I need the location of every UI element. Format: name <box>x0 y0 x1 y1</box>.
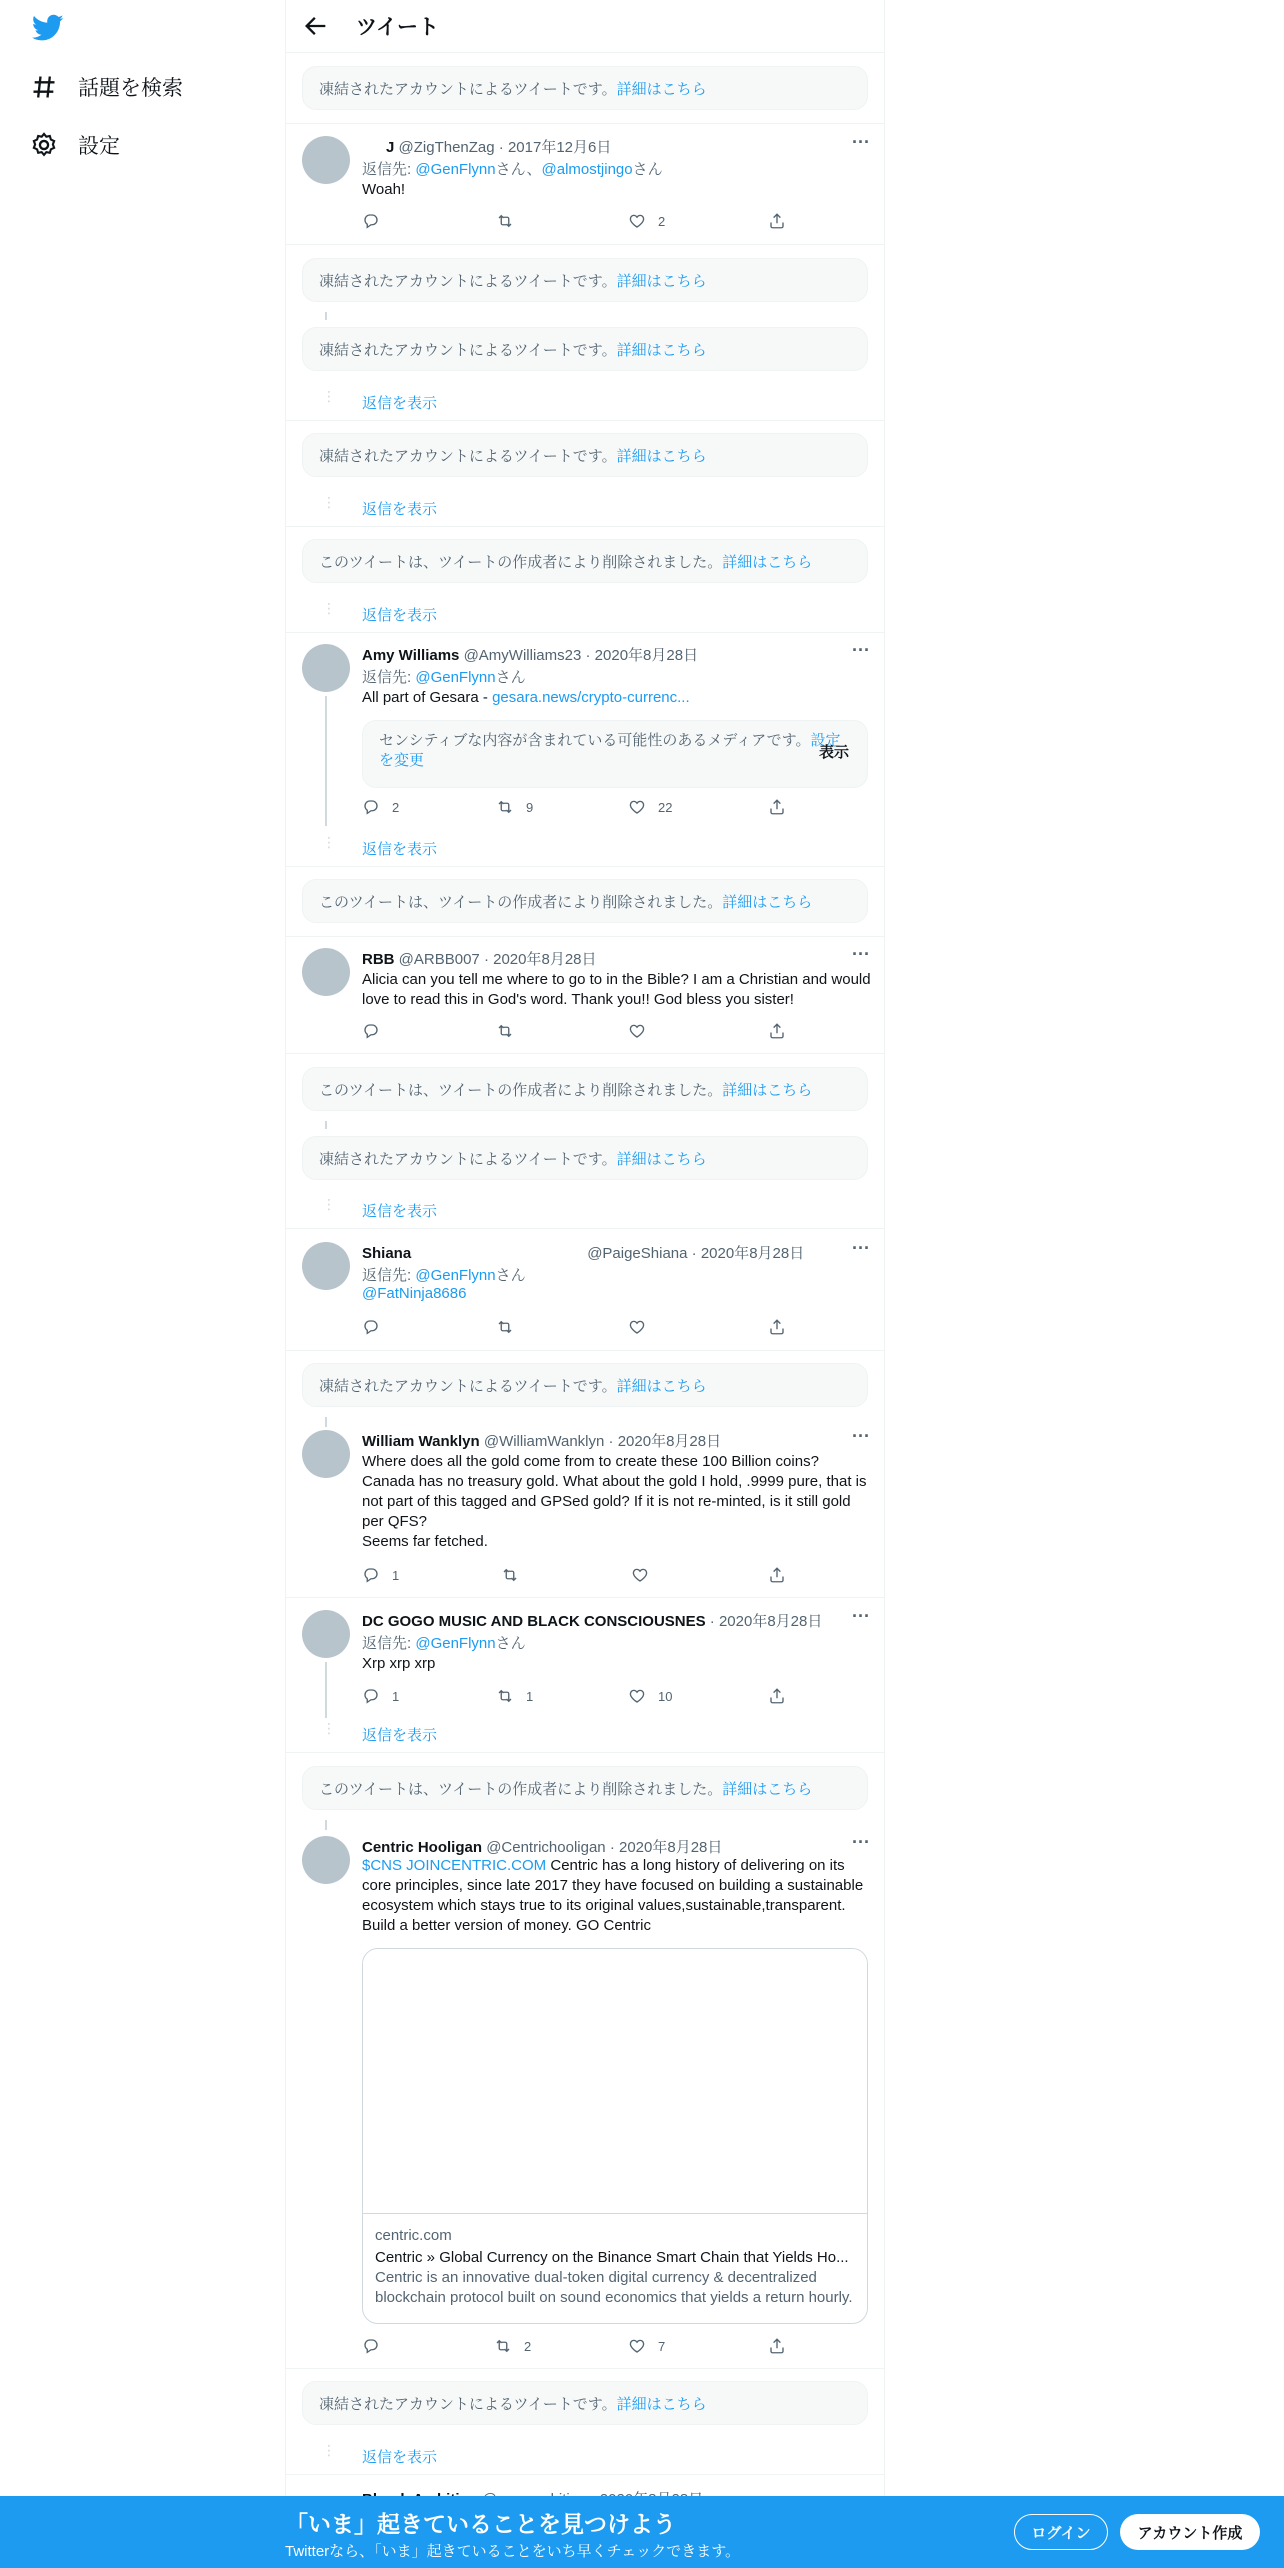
card-title: Centric » Global Currency on the Binance Smart Chain that Yields Ho... <box>375 2249 849 2266</box>
suspended-notice: 凍結されたアカウントによるツイートです。 詳細はこちら <box>302 433 868 477</box>
tweet-text: All part of Gesara - gesara.news/crypto-currenc... <box>362 689 690 706</box>
avatar[interactable] <box>302 1242 350 1290</box>
share-icon <box>768 798 786 816</box>
reply-button[interactable] <box>362 1022 392 1040</box>
thread-line <box>325 1417 327 1427</box>
retweet-icon <box>496 798 514 816</box>
mention-link[interactable]: @GenFlynn <box>415 669 496 686</box>
thread-dots: ⋮ <box>322 1720 336 1736</box>
thread-line <box>325 312 327 320</box>
suspended-notice: 凍結されたアカウントによるツイートです。 詳細はこちら <box>302 2381 868 2425</box>
suspended-notice: 凍結されたアカウントによるツイートです。 詳細はこちら <box>302 1363 868 1407</box>
like-count: 2 <box>658 213 666 229</box>
author-name[interactable]: Centric Hooligan <box>362 1839 483 1856</box>
reply-to-line: 返信先: @GenFlynnさん <box>362 1635 526 1652</box>
change-settings-link[interactable]: 設定を変更 <box>379 732 841 769</box>
like-button[interactable] <box>628 1318 658 1336</box>
reply-button[interactable]: 1 <box>362 1566 399 1584</box>
divider <box>286 1228 885 1229</box>
tweet-text: Woah! <box>362 181 406 198</box>
retweet-button[interactable]: 1 <box>496 1687 533 1705</box>
share-icon <box>768 1318 786 1336</box>
notice-text: 凍結されたアカウントによるツイートです。 <box>319 80 617 98</box>
divider <box>286 866 885 867</box>
learn-more-link[interactable]: 詳細はこちら <box>722 893 813 911</box>
sensitive-media-notice: センシティブな内容が含まれている可能性のあるメディアです。設定を変更 表示 <box>362 720 868 788</box>
page-title: ツイート <box>356 16 439 39</box>
tweet-text: Seems far fetched. <box>362 1533 488 1550</box>
like-button[interactable] <box>628 212 665 230</box>
thread-line <box>325 1820 327 1830</box>
like-button[interactable]: 22 <box>628 798 672 816</box>
tweet-header: J @ZigThenZag · 2017年12月6日 <box>386 139 612 156</box>
reply-button[interactable]: 2 <box>362 798 399 816</box>
thread-dots: ⋮ <box>322 388 336 404</box>
login-button[interactable]: ログイン <box>1014 2514 1108 2550</box>
retweet-button[interactable]: 2 <box>494 2337 531 2355</box>
tweet-date[interactable]: 2020年8月28日 <box>700 1245 805 1262</box>
banner-subtitle: Twitterなら、「いま」起きていることをいち早くチェックできます。 <box>285 2543 741 2560</box>
retweet-icon <box>496 1687 514 1705</box>
avatar[interactable] <box>302 1836 350 1884</box>
author-handle[interactable]: @AmyWilliams23 <box>463 647 582 664</box>
retweet-button[interactable] <box>496 212 526 230</box>
nav-settings[interactable] <box>30 130 120 160</box>
more-icon[interactable]: ··· <box>852 640 870 660</box>
learn-more-link[interactable]: 詳細はこちら <box>722 1780 813 1798</box>
divider <box>286 1053 885 1054</box>
show-replies-link[interactable]: 返信を表示 <box>362 501 438 518</box>
thread-dots: ⋮ <box>322 494 336 510</box>
mention-link[interactable]: @FatNinja8686 <box>362 1285 467 1302</box>
tweet-header: RBB @ARBB007 · 2020年8月28日 <box>362 951 597 968</box>
nav-explore-label: 話題を検索 <box>78 77 183 100</box>
tweet-header: Centric Hooligan @Centrichooligan · 2020年8月28日 <box>362 1839 723 1856</box>
nav-explore[interactable] <box>30 72 183 102</box>
left-sidebar <box>0 0 285 2568</box>
heart-icon <box>628 2337 646 2355</box>
author-name[interactable]: J <box>386 139 395 156</box>
mention-link[interactable]: @GenFlynn <box>415 1267 496 1284</box>
reply-icon <box>362 1687 380 1705</box>
reply-to-line: 返信先: @GenFlynnさん、@almostjingoさん <box>362 161 663 178</box>
thread-line <box>325 1662 327 1718</box>
deleted-notice: このツイートは、ツイートの作成者により削除されました。 詳細はこちら <box>302 1067 868 1111</box>
share-button[interactable] <box>768 212 798 230</box>
heart-icon <box>628 1318 646 1336</box>
avatar[interactable] <box>302 1430 350 1478</box>
author-handle[interactable]: @ZigThenZag <box>398 139 495 156</box>
divider <box>286 632 885 633</box>
tweet-text: Where does all the gold come from to create these 100 Billion coins? Canada has no treasury gold. What about the gold I hold, .9999 pure, that is not part of this tagged and GPSed gold? If it is not re-minted, is it still gold per QFS? <box>362 1453 867 1530</box>
twitter-logo-icon[interactable] <box>32 14 64 42</box>
retweet-icon <box>496 1022 514 1040</box>
learn-more-link[interactable]: 詳細はこちら <box>616 2395 707 2413</box>
author-handle[interactable]: @PaigeShiana <box>587 1245 688 1262</box>
page-header <box>286 0 885 53</box>
suspended-notice: 凍結されたアカウントによるツイートです。 詳細はこちら <box>302 1136 868 1180</box>
more-icon[interactable]: ··· <box>852 1606 870 1626</box>
share-button[interactable] <box>768 798 798 816</box>
author-name[interactable]: Amy Williams <box>362 647 460 664</box>
divider <box>286 123 885 124</box>
like-button[interactable] <box>628 1022 658 1040</box>
share-icon <box>768 1687 786 1705</box>
tweet-header: DC GOGO MUSIC AND BLACK CONSCIOUSNES · 2020年8月28日 <box>362 1613 823 1630</box>
share-icon <box>768 1566 786 1584</box>
tweet-text: Xrp xrp xrp <box>362 1655 436 1672</box>
author-handle[interactable]: @Centrichooligan <box>486 1839 606 1856</box>
mention-link[interactable]: @GenFlynn <box>415 161 496 178</box>
retweet-button[interactable] <box>496 1318 526 1336</box>
share-icon <box>768 2337 786 2355</box>
divider <box>286 1597 885 1598</box>
tweet-header: Shiana @PaigeShiana · 2020年8月28日 <box>362 1245 805 1262</box>
learn-more-link[interactable]: 詳細はこちら <box>722 553 813 571</box>
divider <box>286 1752 885 1753</box>
learn-more-link[interactable]: 詳細はこちら <box>616 272 707 290</box>
more-icon[interactable]: ··· <box>852 1238 870 1258</box>
reply-button[interactable] <box>362 2337 392 2355</box>
retweet-icon <box>496 212 514 230</box>
author-name[interactable]: DC GOGO MUSIC AND BLACK CONSCIOUSNES <box>362 1613 706 1630</box>
more-icon[interactable]: ··· <box>852 1832 870 1852</box>
learn-more-link[interactable]: 詳細はこちら <box>722 1081 813 1099</box>
reply-icon <box>362 1022 380 1040</box>
thread-dots: ⋮ <box>322 1196 336 1212</box>
reply-icon <box>362 1318 380 1336</box>
thread-line <box>325 696 327 826</box>
tweet-date[interactable]: 2020年8月28日 <box>619 1839 723 1856</box>
url-link[interactable]: gesara.news/crypto-currenc... <box>492 689 690 706</box>
avatar[interactable] <box>302 948 350 996</box>
deleted-notice: このツイートは、ツイートの作成者により削除されました。 詳細はこちら <box>302 879 868 923</box>
reply-button[interactable] <box>362 1318 392 1336</box>
show-replies-link[interactable]: 返信を表示 <box>362 841 438 858</box>
share-icon <box>768 212 786 230</box>
tweet-date[interactable]: 2020年8月28日 <box>594 647 699 664</box>
tweet-date[interactable]: 2020年8月28日 <box>617 1433 722 1450</box>
more-icon[interactable]: ··· <box>852 132 870 152</box>
author-name[interactable]: William Wanklyn <box>362 1433 480 1450</box>
reply-icon <box>362 2337 380 2355</box>
share-button[interactable] <box>768 1566 798 1584</box>
thread-dots: ⋮ <box>322 834 336 850</box>
author-handle[interactable]: @WilliamWanklyn <box>483 1433 605 1450</box>
tweet-date[interactable]: 2020年8月28日 <box>718 1613 823 1630</box>
suspended-notice <box>302 66 868 110</box>
thread-dots: ⋮ <box>322 2442 336 2458</box>
heart-icon <box>628 212 646 230</box>
reply-icon <box>362 1566 380 1584</box>
cashtag-link[interactable]: $CNS JOINCENTRIC.COM <box>362 1857 547 1874</box>
tweet-text: Alicia can you tell me where to go to in the Bible? I am a Christian and would love to read this in God's word. Thank you!! God bless you sister! <box>362 971 871 1008</box>
divider <box>286 526 885 527</box>
reply-to-line: 返信先: @GenFlynnさん <box>362 1267 526 1284</box>
tweet-date[interactable]: 2017年12月6日 <box>507 139 612 156</box>
reply-to-line: 返信先: @GenFlynnさん <box>362 669 526 686</box>
reply-icon <box>362 212 380 230</box>
divider <box>286 420 885 421</box>
retweet-icon <box>496 1318 514 1336</box>
tweet-header: William Wanklyn @WilliamWanklyn · 2020年8月28日 <box>362 1433 722 1450</box>
divider <box>286 2474 885 2475</box>
retweet-button[interactable] <box>501 1566 531 1584</box>
share-button[interactable] <box>768 1022 798 1040</box>
divider <box>286 244 885 245</box>
tweet-text: $CNS JOINCENTRIC.COM Centric has a long history of delivering on its core principles, since late 2017 they have focused on building a sustainable ecosystem which stays true to its original values,sustainable,transparent. Build a better version of money. GO Centric <box>362 1857 864 1934</box>
gear-icon <box>30 131 58 159</box>
back-arrow-icon[interactable] <box>302 12 330 40</box>
learn-more-link[interactable]: 詳細はこちら <box>616 341 707 359</box>
show-replies-link[interactable]: 返信を表示 <box>362 1727 438 1744</box>
deleted-notice: このツイートは、ツイートの作成者により削除されました。 詳細はこちら <box>302 539 868 583</box>
show-media-button[interactable]: 表示 <box>818 744 849 761</box>
more-icon[interactable]: ··· <box>852 944 870 964</box>
divider <box>286 936 885 937</box>
learn-more-link[interactable]: 詳細はこちら <box>616 1150 707 1168</box>
signup-button[interactable]: アカウント作成 <box>1120 2514 1260 2550</box>
heart-icon <box>628 1687 646 1705</box>
learn-more-link[interactable]: 詳細はこちら <box>616 1377 707 1395</box>
card-image <box>363 1949 867 2214</box>
main-column <box>285 0 885 2568</box>
show-replies-link[interactable]: 返信を表示 <box>362 1203 438 1220</box>
author-handle[interactable]: @ARBB007 <box>398 951 480 968</box>
avatar[interactable] <box>302 136 350 184</box>
card-description: Centric is an innovative dual-token digital currency & decentralized blockchain protocol built on sound economics that yields a return hourly. <box>375 2269 853 2306</box>
deleted-notice: このツイートは、ツイートの作成者により削除されました。 詳細はこちら <box>302 1766 868 1810</box>
retweet-icon <box>494 2337 512 2355</box>
signup-banner <box>0 2496 1284 2568</box>
divider <box>286 1350 885 1351</box>
like-button[interactable]: 7 <box>628 2337 665 2355</box>
show-replies-link[interactable]: 返信を表示 <box>362 607 438 624</box>
tweet-date[interactable]: 2020年8月28日 <box>493 951 597 968</box>
reply-icon <box>362 798 380 816</box>
banner-title: 「いま」起きていることを見つけよう <box>285 2511 676 2537</box>
card-domain: centric.com <box>375 2227 452 2244</box>
reply-button[interactable]: 1 <box>362 1687 399 1705</box>
share-button[interactable] <box>768 1318 798 1336</box>
author-name[interactable]: RBB <box>362 951 395 968</box>
learn-more-link[interactable]: 詳細はこちら <box>616 80 707 98</box>
mention-link[interactable]: @GenFlynn <box>415 1635 496 1652</box>
nav-settings-label: 設定 <box>78 135 120 158</box>
avatar[interactable] <box>302 644 350 692</box>
share-button[interactable] <box>768 1687 798 1705</box>
more-icon[interactable]: ··· <box>852 1426 870 1446</box>
thread-line <box>325 1121 327 1129</box>
show-replies-link[interactable]: 返信を表示 <box>362 395 438 412</box>
link-card[interactable] <box>362 1948 868 2324</box>
tweet-header: Amy Williams @AmyWilliams23 · 2020年8月28日 <box>362 647 699 664</box>
share-icon <box>768 1022 786 1040</box>
thread-dots: ⋮ <box>322 600 336 616</box>
mention-link[interactable]: @almostjingo <box>541 161 633 178</box>
suspended-notice: 凍結されたアカウントによるツイートです。 詳細はこちら <box>302 327 868 371</box>
retweet-button[interactable]: 9 <box>496 798 533 816</box>
divider <box>286 2368 885 2369</box>
retweet-button[interactable] <box>496 1022 526 1040</box>
retweet-icon <box>501 1566 519 1584</box>
like-button[interactable] <box>631 1566 661 1584</box>
heart-icon <box>628 798 646 816</box>
author-name[interactable]: Shiana <box>362 1245 412 1262</box>
suspended-notice: 凍結されたアカウントによるツイートです。 詳細はこちら <box>302 258 868 302</box>
like-button[interactable]: 10 <box>628 1687 672 1705</box>
heart-icon <box>631 1566 649 1584</box>
reply-button[interactable] <box>362 212 392 230</box>
avatar[interactable] <box>302 1610 350 1658</box>
show-replies-link[interactable]: 返信を表示 <box>362 2449 438 2466</box>
learn-more-link[interactable]: 詳細はこちら <box>616 447 707 465</box>
share-button[interactable] <box>768 2337 798 2355</box>
heart-icon <box>628 1022 646 1040</box>
hashtag-icon <box>30 73 58 101</box>
